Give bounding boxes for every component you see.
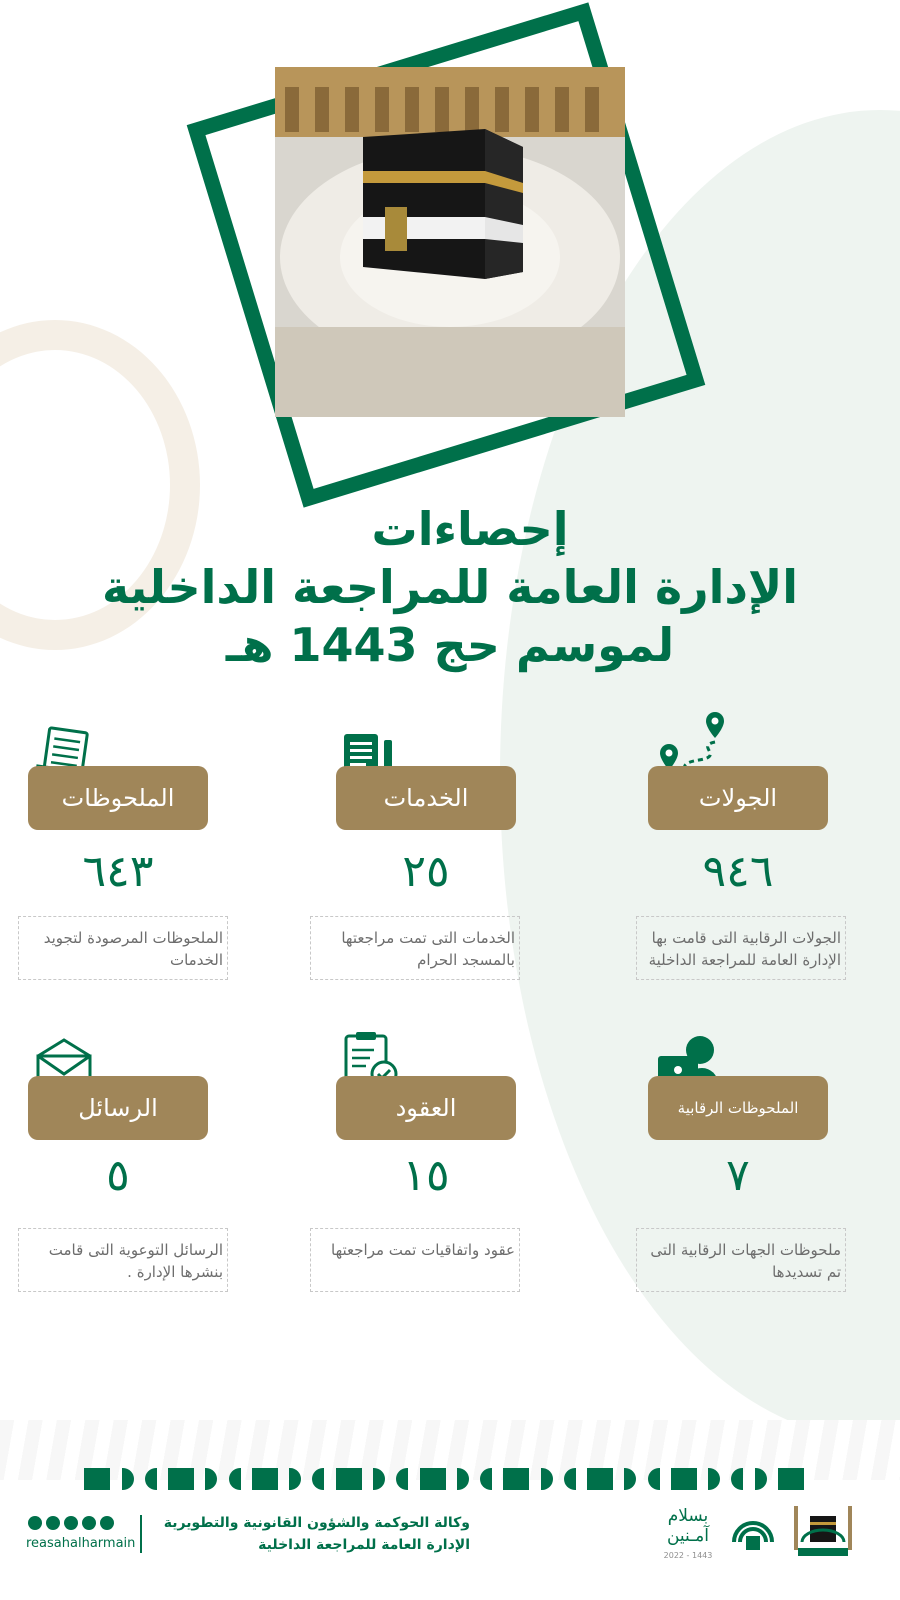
value-oversight-notes: ٧ [726,1150,750,1201]
campaign-year: 1443 - 2022 [663,1551,713,1560]
twitter-icon[interactable] [28,1516,42,1530]
desc-contracts: عقود واتفاقيات تمت مراجعتها [310,1228,520,1292]
value-services: ٢٥ [402,846,450,897]
label-notes: الملحوظات [28,766,208,830]
title-line-1: إحصاءات [371,502,569,556]
facebook-icon[interactable] [46,1516,60,1530]
desc-messages: الرسائل التوعوية التى قامت بنشرها الإدارة . [18,1228,228,1292]
footer-agency [150,1512,470,1556]
title-line-2: الإدارة العامة للمراجعة الداخلية [102,560,798,614]
campaign-emblem-icon [728,1512,778,1556]
instagram-icon[interactable] [64,1516,78,1530]
desc-services: الخدمات التى تمت مراجعتها بالمسجد الحرام [310,916,520,980]
social-handle[interactable]: reasahalharmain [26,1536,136,1551]
youtube-icon[interactable] [82,1516,96,1530]
agency-line-1: وكالة الحوكمة والشؤون القانونية والتطويرية [163,1515,470,1531]
page-title [0,500,900,674]
campaign-line-1: بسلام [667,1506,709,1526]
label-oversight-notes: الملحوظات الرقابية [648,1076,828,1140]
desc-tours: الجولات الرقابية التى قامت بها الإدارة العامة للمراجعة الداخلية [636,916,846,980]
value-notes: ٦٤٣ [82,846,154,897]
decorative-pattern-band [84,1466,804,1492]
value-messages: ٥ [106,1150,130,1201]
value-tours: ٩٤٦ [702,846,774,897]
footer-divider [140,1515,142,1553]
campaign-logo-text [650,1506,726,1566]
campaign-line-2: آمـنين [666,1526,709,1546]
kaaba-photo [275,67,625,417]
title-line-3: لموسم حج 1443 هـ [225,618,675,672]
label-tours: الجولات [648,766,828,830]
desc-notes: الملحوظات المرصودة لتجويد الخدمات [18,916,228,980]
presidency-logo [790,1500,856,1558]
desc-oversight-notes: ملحوظات الجهات الرقابية التى تم تسديدها [636,1228,846,1292]
value-contracts: ١٥ [402,1150,450,1201]
label-contracts: العقود [336,1076,516,1140]
social-icons [28,1516,114,1530]
label-messages: الرسائل [28,1076,208,1140]
snapchat-icon[interactable] [100,1516,114,1530]
agency-line-2: الإدارة العامة للمراجعة الداخلية [258,1537,470,1553]
label-services: الخدمات [336,766,516,830]
